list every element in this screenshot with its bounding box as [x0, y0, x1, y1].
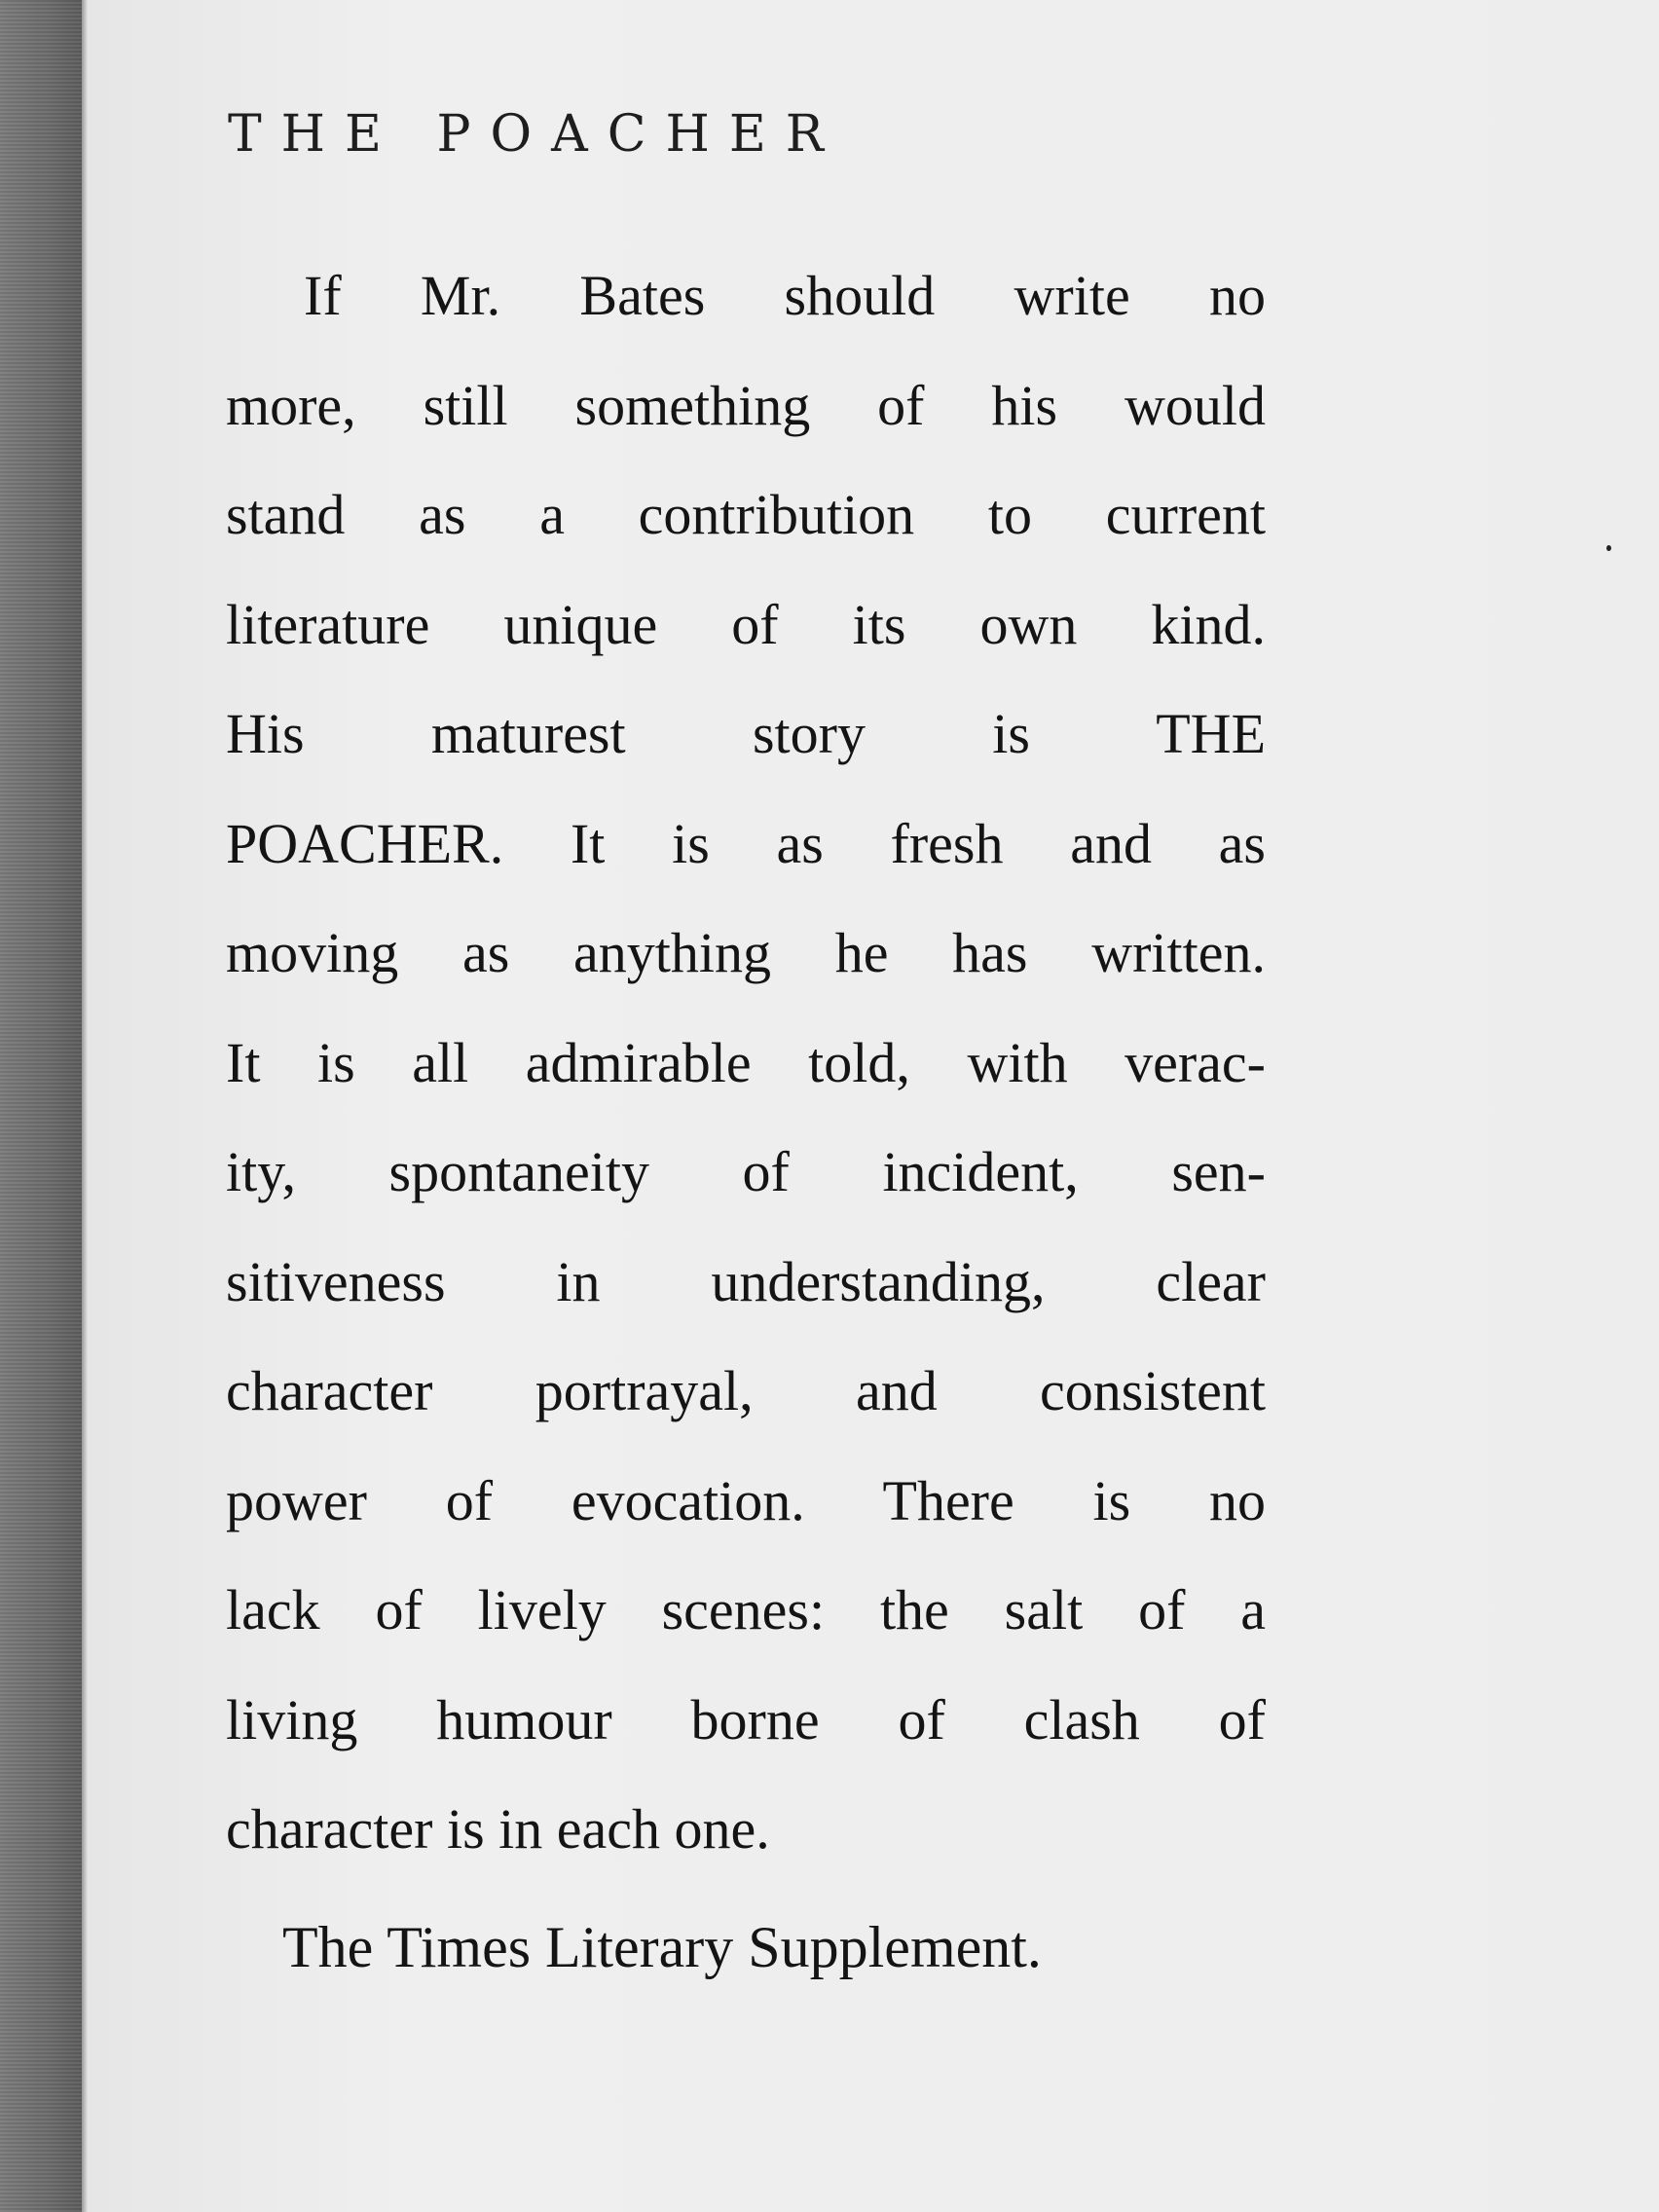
- text-line: It is all admirable told, with verac-: [226, 1030, 1266, 1094]
- text-line: character portrayal, and consistent: [226, 1359, 1266, 1422]
- text-line: ity, spontaneity of incident, sen-: [226, 1140, 1266, 1203]
- book-spine-shadow: [0, 0, 82, 2212]
- text-line: character is in each one.: [226, 1797, 770, 1861]
- review-text: [226, 241, 1266, 1885]
- text-line: sitiveness in understanding, clear: [226, 1249, 1266, 1313]
- text-line: lack of lively scenes: the salt of a: [226, 1578, 1266, 1641]
- text-line: POACHER. It is as fresh and as: [226, 811, 1266, 875]
- text-line: more, still something of his would: [226, 373, 1266, 437]
- ink-speck: [1606, 545, 1611, 551]
- page-title: THE POACHER: [228, 105, 843, 164]
- text-line: stand as a contribution to current: [226, 483, 1266, 546]
- text-line: power of evocation. There is no: [226, 1468, 1266, 1532]
- text-line: His maturest story is THE: [226, 702, 1266, 765]
- text-line: living humour borne of clash of: [226, 1687, 1266, 1751]
- text-line: moving as anything he has written.: [226, 921, 1266, 984]
- text-line: If Mr. Bates should write no: [304, 264, 1266, 327]
- review-source: The Times Literary Supplement.: [282, 1915, 1042, 1979]
- text-line: literature unique of its own kind.: [226, 592, 1266, 656]
